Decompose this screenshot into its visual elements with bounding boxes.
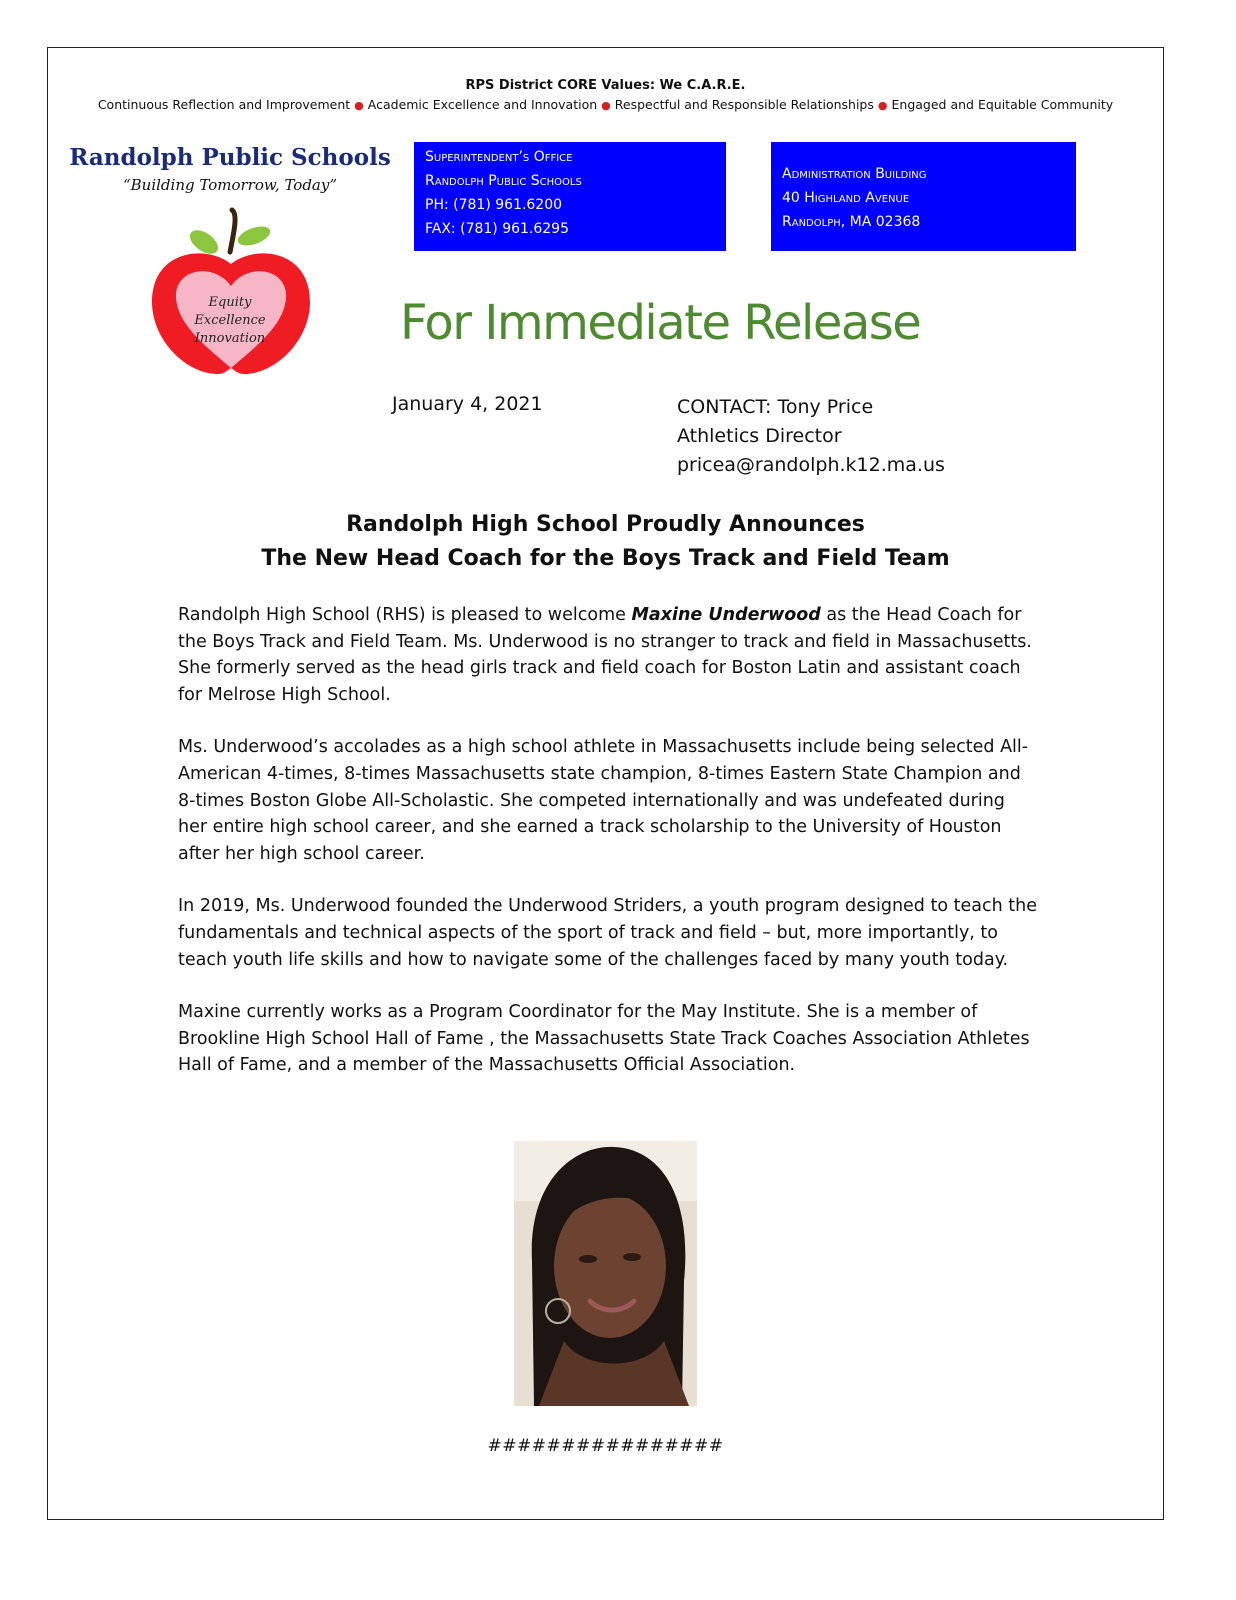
office-line: PH: (781) 961.6200 — [425, 197, 563, 213]
headline — [47, 508, 1164, 576]
core-value-item: Respectful and Responsible Relationships — [614, 97, 874, 112]
superintendent-office-box — [414, 142, 726, 251]
coach-name: Maxine Underwood — [631, 605, 821, 625]
bullet-dot-icon: ● — [601, 99, 611, 112]
article-body — [178, 602, 1038, 1105]
release-title: For Immediate Release — [400, 295, 921, 351]
core-value-item: Continuous Reflection and Improvement — [97, 97, 351, 112]
paragraph: Ms. Underwood’s accolades as a high school athlete in Massachusetts include being selected All-American 4-times, 8-times Massachusetts state champion, 8-times Eastern State Champion and 8-times Boston Globe All-Scholastic. She competed internationally and was undefeated during her entire high school career, and she earned a track scholarship to the University of Houston after her high school career. — [178, 737, 1029, 864]
district-name: Randolph Public Schools — [69, 144, 391, 171]
end-of-release-mark: ################ — [487, 1436, 724, 1456]
admin-line: 40 Highland Avenue — [782, 190, 910, 206]
headline-line: Randolph High School Proudly Announces — [346, 512, 865, 537]
office-line: Randolph Public Schools — [425, 173, 582, 189]
core-value-item: Academic Excellence and Innovation — [367, 97, 598, 112]
administration-building-box — [771, 142, 1076, 251]
portrait-image — [514, 1141, 697, 1406]
contact-line: CONTACT: Tony Price — [677, 396, 874, 418]
apple-word: Innovation — [194, 331, 266, 346]
office-line: FAX: (781) 961.6295 — [425, 221, 569, 237]
core-value-item: Engaged and Equitable Community — [891, 97, 1114, 112]
district-tagline: “Building Tomorrow, Today” — [122, 176, 338, 194]
contact-email[interactable]: pricea@randolph.k12.ma.us — [677, 454, 945, 476]
paragraph: Maxine currently works as a Program Coordinator for the May Institute. She is a member of Brookline High School Hall of Fame , the Massachusetts State Track Coaches Association Athletes Hall of Fame, and a member of the Massachusetts Official Association. — [178, 1002, 1030, 1076]
paragraph: In 2019, Ms. Underwood founded the Underwood Striders, a youth program designed to teach the fundamentals and technical aspects of the sport of track and field – but, more importantly, to teach youth life skills and how to navigate some of the challenges faced by many youth today. — [178, 896, 1037, 970]
admin-line: Administration Building — [782, 166, 927, 182]
core-values-header — [47, 78, 1164, 112]
bullet-dot-icon: ● — [877, 99, 888, 112]
office-line: Superintendent’s Office — [425, 149, 573, 165]
apple-word: Equity — [208, 295, 252, 310]
headline-line: The New Head Coach for the Boys Track and Field Team — [261, 546, 950, 571]
core-values-title: RPS District CORE Values: We C.A.R.E. — [465, 78, 746, 93]
contact-block — [677, 393, 945, 480]
bullet-dot-icon: ● — [354, 99, 364, 112]
paragraph: Randolph High School (RHS) is pleased to welcome Maxine Underwood as the Head Coach for the Boys Track and Field Team. Ms. Underwood is no stranger to track and field in Massachusetts. She formerly served as the head girls track and field coach for Boston Latin and assistant coach for Melrose High School. — [178, 605, 1032, 705]
apple-word: Excellence — [194, 313, 266, 328]
apple-logo-icon — [146, 202, 316, 380]
contact-line: Athletics Director — [677, 425, 842, 447]
release-date: January 4, 2021 — [392, 393, 543, 415]
coach-photo — [514, 1141, 697, 1406]
core-values-list — [47, 97, 1164, 112]
admin-line: Randolph, MA 02368 — [782, 214, 921, 230]
